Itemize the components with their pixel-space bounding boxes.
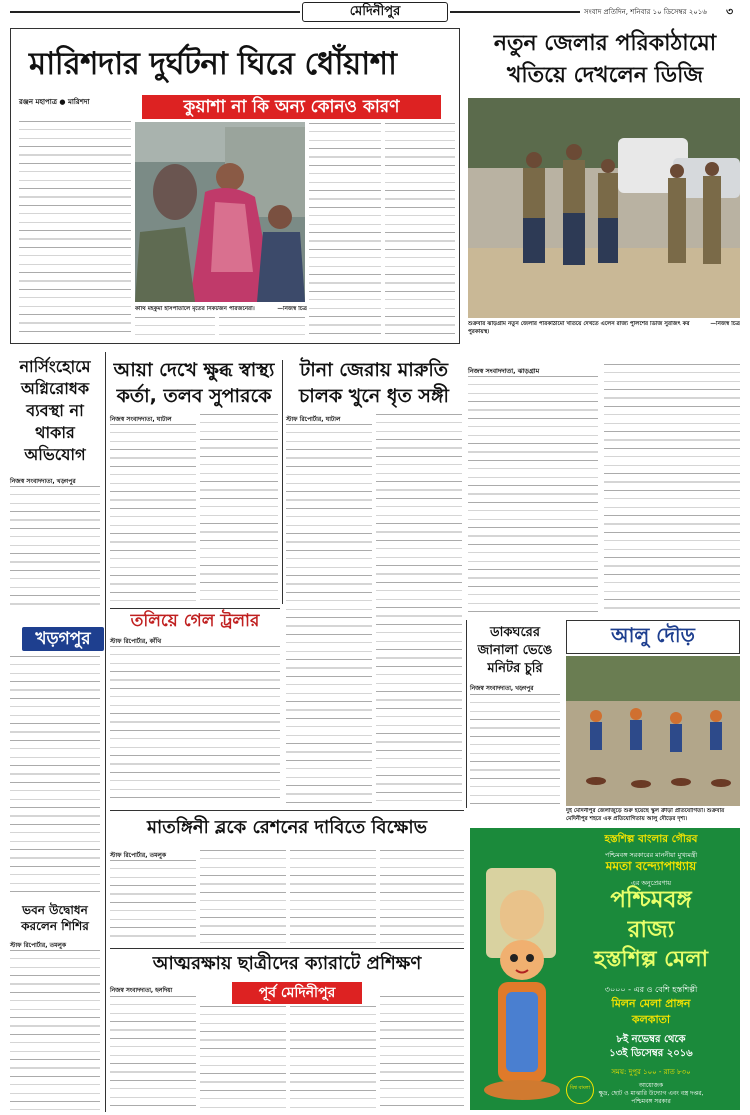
inauguration-body [10, 950, 100, 1110]
ration-col-4 [380, 850, 464, 944]
kharagpur-section-label: খড়গপুর [22, 627, 104, 651]
edition-line: সংবাদ প্রতিদিন, শনিবার ১০ ডিসেম্বর ২০১৬ [584, 8, 707, 16]
fog-col-4 [309, 123, 381, 339]
theft-headline-2: জানালা ভেঙে [477, 643, 553, 658]
clay-doll-illustration [476, 868, 568, 1104]
theft-headline-3: মনিটর চুরি [487, 661, 543, 676]
theft-byline: নিজস্ব সংবাদদাতা, খড়্গপুর [470, 686, 534, 692]
handicraft-advertisement[interactable] [470, 828, 740, 1110]
ad-date1: ৮ই নভেম্বর থেকে [616, 1034, 686, 1045]
inauguration-byline: স্টাফ রিপোর্টার, তমলুক [10, 942, 67, 949]
ad-artisans: ৩০০০ - এর ও বেশি হস্তশিল্পী [604, 985, 698, 994]
ad-organiser3: পশ্চিমবঙ্গ সরকার [631, 1098, 671, 1105]
health-headline-2: কর্তা, তলব সুপারকে [116, 385, 272, 407]
inauguration-headline-2: করলেন শিশির [21, 919, 89, 933]
health-murder-rule [282, 360, 283, 604]
ration-top-rule [110, 810, 464, 811]
fog-photo-credit: —নিজস্ব চিত্র [277, 306, 307, 312]
murder-theft-rule [466, 620, 467, 808]
fog-col-3b [219, 317, 305, 341]
paper-name: মেদিনীপুর [302, 2, 448, 22]
theft-headline-1: ডাকঘরের [490, 625, 540, 640]
fog-story [10, 28, 460, 344]
district-photo-credit: —নিজস্ব চিত্র [710, 321, 740, 327]
health-col-1 [110, 424, 196, 604]
ad-time: সময়: দুপুর ১০০ - রাত ৮৩০ [611, 1068, 691, 1076]
ad-line4: এর অনুপ্রেরণায় [630, 879, 672, 887]
karate-headline: আত্মরক্ষায় ছাত্রীদের ক্যারাটে প্রশিক্ষণ [152, 953, 422, 974]
ration-col-3 [290, 850, 376, 944]
karate-col-4 [380, 996, 464, 1110]
district-col-2 [604, 364, 740, 616]
karate-byline: নিজস্ব সংবাদদাতা, হলদিয়া [110, 988, 173, 994]
health-trawler-rule [110, 608, 280, 609]
murder-byline: স্টাফ রিপোর্টার, ঘাটাল [286, 416, 341, 423]
karate-col-3 [290, 1006, 376, 1110]
district-photo [468, 98, 740, 318]
race-photo-caption: দুই মেদিনীপুর জেলাজুড়ে শুরু হয়েছে স্কুল ক্রীড়া প্রতিযোগিতা। শুক্রবার মেদিনীপুর শহরে এক প্রতিযোগিতায় আলু দৌড়ের দৃশ্য। [566, 808, 725, 822]
ad-organiser1: আয়োজক [638, 1082, 664, 1089]
karate-col-1 [110, 996, 196, 1110]
theft-body [470, 694, 560, 808]
trawler-headline: তলিয়ে গেল ট্রলার [130, 611, 260, 631]
fire-story [10, 352, 100, 612]
ration-col-1 [110, 860, 196, 944]
fog-col-5 [385, 123, 455, 339]
district-photo-image [468, 98, 740, 318]
ad-city: কলকাতা [631, 1013, 671, 1026]
fire-headline: নার্সিংহোমে অগ্নিরোধক ব্যবস্থা না থাকার অভিযোগ [19, 357, 91, 464]
masthead-left-line [10, 11, 300, 13]
ad-line3: মমতা বন্দ্যোপাধ্যায় [605, 859, 697, 873]
ad-title3: হস্তশিল্প মেলা [594, 947, 708, 972]
district-photo-caption: শুক্রবার ঝাড়গ্রাম নতুন জেলার পরিকাঠামো খতিয়ে দেখতে এলেন রাজ্য পুলিশের ডিজি সুরজিৎ কর পুরকায়স্থ। [468, 321, 690, 335]
ad-line2: পশ্চিমবঙ্গ সরকারের মাননীয়া মুখ্যমন্ত্রী [604, 851, 698, 859]
district-headline-1: নতুন জেলার পরিকাঠামো [493, 31, 717, 56]
district-headline-2: খতিয়ে দেখলেন ডিজি [506, 63, 704, 88]
kharagpur-body [10, 656, 100, 896]
ration-col-2 [200, 850, 286, 944]
fire-body [10, 486, 100, 612]
ad-date2: ১৩ই ডিসেম্বর ২০১৬ [609, 1048, 693, 1059]
karate-col-2 [200, 1006, 286, 1110]
district-col-1 [468, 376, 598, 616]
fog-col-1 [19, 121, 131, 339]
fog-headline: মারিশদার দুর্ঘটনা ঘিরে ধোঁয়াশা [29, 46, 397, 82]
trawler-byline: স্টাফ রিপোর্টার, কাঁথি [110, 638, 162, 645]
page-number: ৩ [726, 5, 734, 18]
fog-byline: রঞ্জন মহাপাত্র ● মারিশদা [19, 98, 90, 106]
fog-col-2b [135, 317, 215, 341]
fog-photo [135, 122, 305, 302]
ad-title2: রাজ্য [627, 917, 675, 943]
race-headline: আলু দৌড় [611, 623, 695, 647]
murder-headline-1: টানা জেরায় মারুতি [299, 359, 449, 381]
ad-title1: পশ্চিমবঙ্গ [610, 887, 692, 913]
karate-top-rule [110, 948, 464, 949]
seal-text: বিশ্ব বাংলা [569, 1085, 591, 1091]
ration-headline: মাতঙ্গিনী ব্লকে রেশনের দাবিতে বিক্ষোভ [147, 817, 427, 838]
fog-subhead: কুয়াশা না কি অন্য কোনও কারণ [142, 95, 441, 119]
health-byline: নিজস্ব সংবাদদাতা, ঘাটাল [110, 416, 172, 423]
left-column-rule [105, 352, 106, 1112]
ad-line1: হস্তশিল্প বাংলার গৌরব [604, 833, 698, 845]
health-col-2 [200, 414, 278, 604]
biswa-bangla-seal [566, 1076, 594, 1104]
ration-byline: স্টাফ রিপোর্টার, তমলুক [110, 852, 167, 859]
masthead-right-line [450, 11, 580, 13]
ad-organiser2: ক্ষুদ্র, ছোট ও মাঝারি উদ্যোগ এবং বস্ত্র দপ্তর, [598, 1090, 704, 1097]
race-photo [566, 656, 740, 806]
ad-venue: মিলন মেলা প্রাঙ্গন [611, 997, 691, 1010]
fire-byline: নিজস্ব সংবাদদাতা, খড়্গপুর [10, 478, 76, 485]
murder-col-1 [286, 424, 372, 804]
karate-section-label: পূর্ব মেদিনীপুর [232, 982, 362, 1004]
trawler-body [110, 646, 280, 804]
health-headline-1: আয়া দেখে ক্ষুব্ধ স্বাস্থ্য [113, 359, 275, 381]
fog-photo-caption: কাঁথি মহকুমা হাসপাতালে মৃতের নিকটজন পরিজনেরা। [135, 306, 255, 312]
inauguration-headline-1: ভবন উদ্বোধন [22, 903, 88, 917]
district-story [468, 28, 740, 356]
murder-headline-2: চালক খুনে ধৃত সঙ্গী [298, 385, 449, 407]
murder-col-2 [376, 414, 462, 804]
district-byline: নিজস্ব সংবাদদাতা, ঝাড়গ্রাম [468, 367, 540, 375]
fog-photo-image [135, 122, 305, 302]
race-photo-image [566, 656, 740, 806]
masthead [0, 0, 750, 26]
